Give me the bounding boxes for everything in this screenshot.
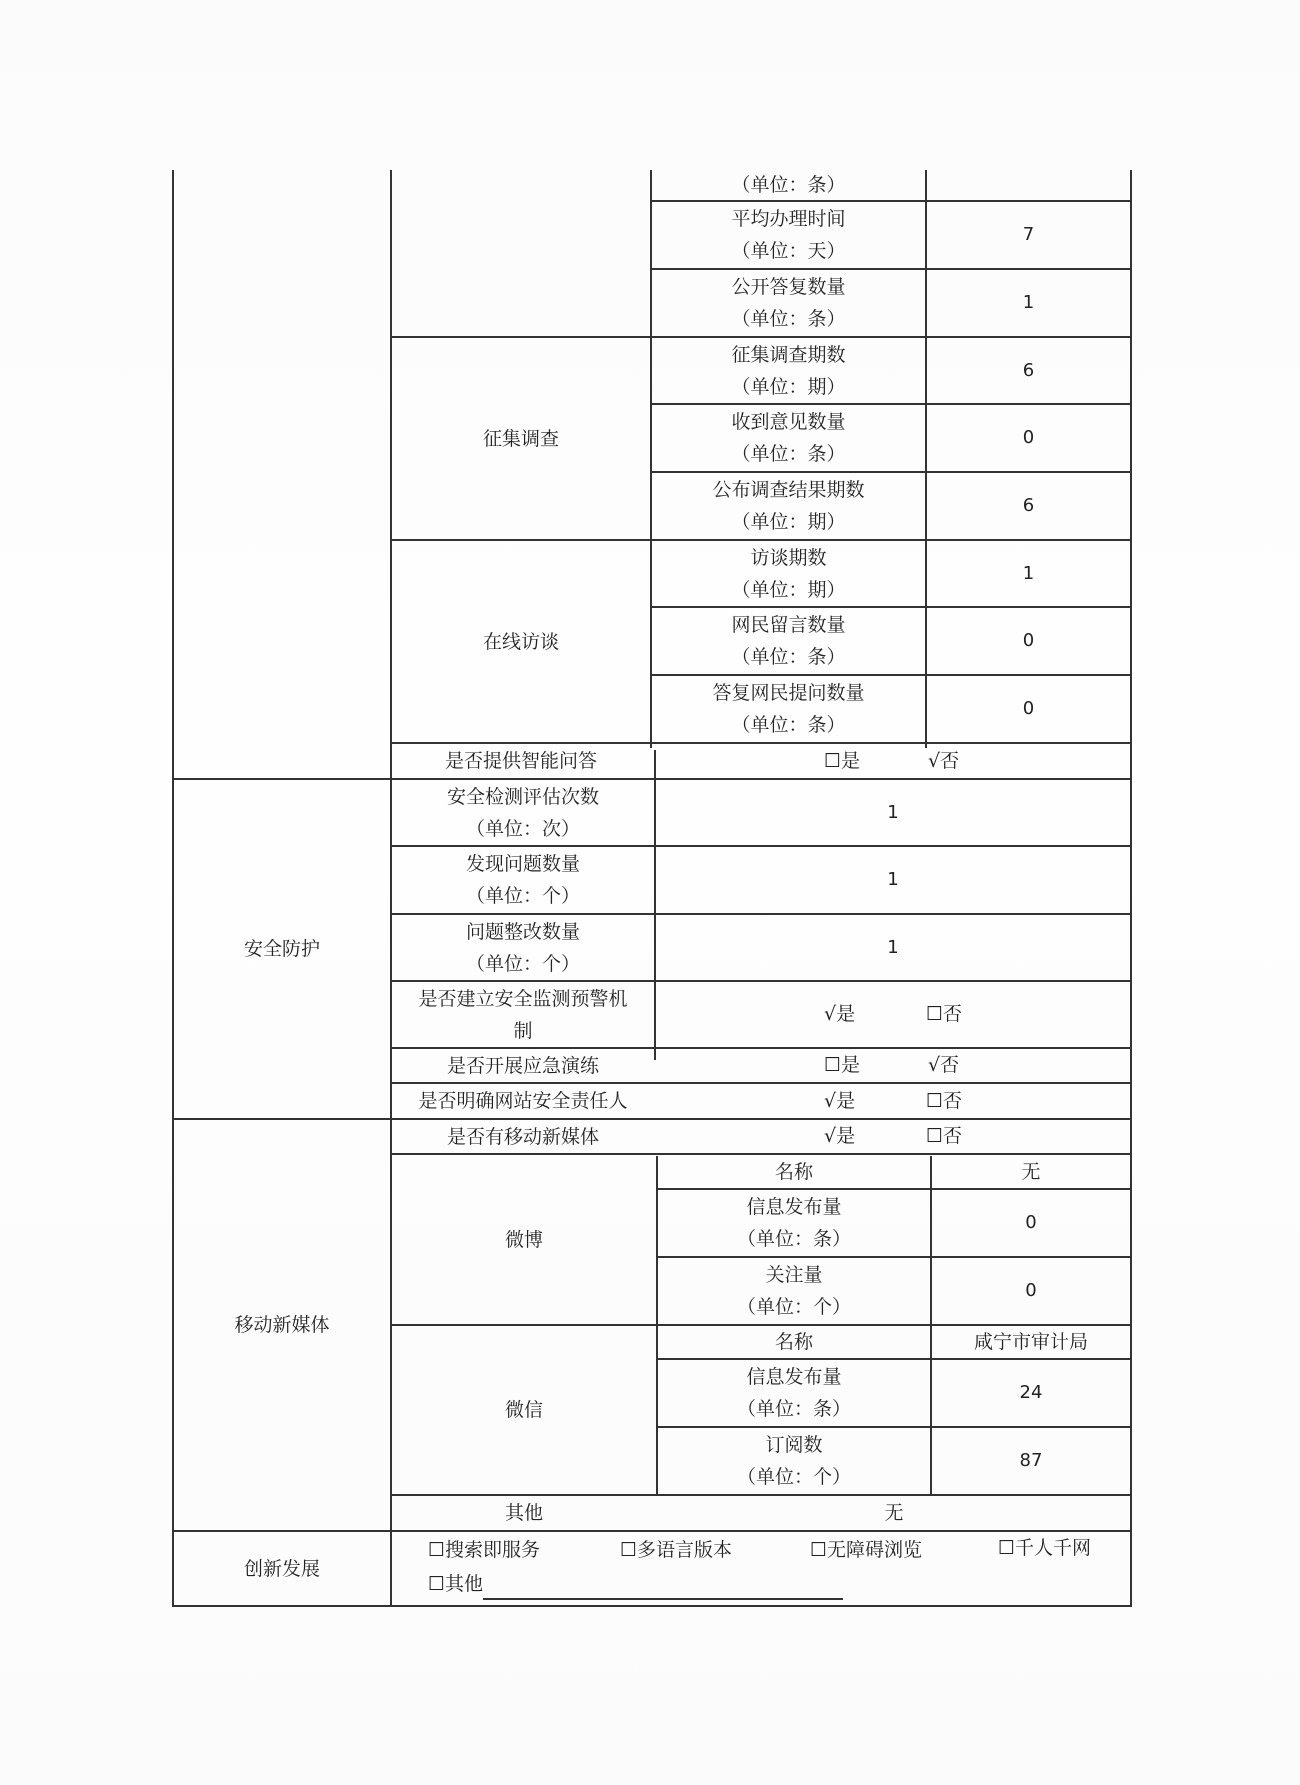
warning-no-checkbox[interactable]: ☐否 [926,1003,963,1025]
survey-row-1-label [652,338,925,403]
unit-text: （单位：期） [731,375,846,398]
innovation-personalized-checkbox[interactable]: ☐千人千网 [998,1537,1092,1559]
value-text: 无 [1021,1160,1041,1183]
security-eval-value [656,780,1130,845]
label-text: 订阅数 [765,1434,823,1456]
value-text: 0 [1025,1280,1037,1301]
public-reply-label [652,270,925,336]
value-text: 1 [1022,562,1035,584]
innovation-search-checkbox[interactable]: ☐搜索即服务 [428,1539,541,1561]
border-right [1130,170,1132,1607]
interview-section-label [392,541,650,742]
interview-row-2-label [652,608,925,674]
survey-row-3-value [927,473,1130,539]
weibo-name-value [932,1155,1130,1188]
label-text: 问题整改数量 [465,920,580,943]
innovation-other-option [428,1568,843,1600]
value-text: 0 [1022,427,1035,448]
unit-text: （单位：条） [736,1228,851,1250]
interview-row-1-value [927,541,1130,606]
security-drill-options [656,1049,1130,1082]
section-text: 微信 [504,1399,543,1421]
label-text: 名称 [774,1160,813,1183]
value-text: 咸宁市审计局 [973,1331,1088,1353]
interview-row-1-label [652,541,925,606]
value-text: 0 [1022,630,1035,651]
survey-row-1-value [927,338,1130,403]
value-text: 1 [887,869,899,890]
weibo-follow-value [932,1258,1130,1324]
label-text: 收到意见数量 [731,411,846,433]
weibo-posts-label [658,1190,930,1256]
survey-section-label [392,338,650,539]
label-text: 是否有移动新媒体 [446,1125,599,1148]
security-responsible-label [392,1084,654,1118]
avg-time-label [652,202,925,268]
section-text: 在线访谈 [482,630,559,653]
innovation-section-label [174,1532,390,1605]
section-text: 移动新媒体 [234,1314,330,1336]
section-text: 创新发展 [243,1557,320,1580]
smart-qa-label [392,744,650,778]
value-text: 6 [1022,495,1035,516]
label-text: 信息发布量 [746,1366,842,1388]
unit-text: （单位：条） [731,714,846,736]
label-text: 是否提供智能问答 [444,750,597,772]
security-issues-value [656,847,1130,913]
value-text: 7 [1022,224,1035,245]
security-section-label [174,780,390,1118]
survey-row-3-label [652,473,925,539]
label-text: 公布调查结果期数 [712,479,865,501]
unit-text: （单位：个） [465,885,580,907]
unit-text: （单位：条） [731,174,846,196]
rule-bottom [172,1605,1132,1607]
label-text: 平均办理时间 [731,208,846,230]
innovation-other-checkbox[interactable]: ☐其他 [428,1573,484,1595]
value-text: 无 [884,1502,904,1524]
mobile-no-checkbox[interactable]: ☐否 [926,1125,963,1147]
interview-row-3-label [652,676,925,742]
wechat-posts-label [658,1360,930,1426]
responsible-no-checkbox[interactable]: ☐否 [926,1090,963,1112]
value-text: 6 [1022,359,1035,381]
value-text: 24 [1019,1382,1043,1403]
innovation-other-blank-field[interactable] [483,1574,843,1600]
mobile-yes-checkbox[interactable]: √是 [824,1125,856,1147]
mobile-has-options [656,1120,1130,1153]
weibo-name-label [658,1155,930,1188]
label-text: 信息发布量 [746,1196,842,1218]
label-text: 安全检测评估次数 [446,785,599,808]
unit-text: （单位：个） [736,1296,851,1318]
unit-text: （单位：期） [731,511,846,533]
label-text: 征集调查期数 [731,343,846,366]
label-text: 答复网民提问数量 [712,682,865,704]
unit-text: （单位：条） [731,646,846,668]
smart-qa-no-checkbox[interactable]: √否 [928,750,960,772]
label-text: 其他 [504,1502,543,1524]
wechat-posts-value [932,1360,1130,1426]
unit-partial [652,170,925,200]
security-issues-label [392,847,654,913]
security-fixed-value [656,915,1130,980]
smart-qa-yes-checkbox[interactable]: ☐是 [824,750,861,772]
label-text: 是否开展应急演练 [446,1054,599,1077]
wechat-name-value [932,1326,1130,1358]
unit-text: （单位：次） [465,817,580,840]
unit-text: （单位：条） [731,308,846,330]
label-text: 名称 [774,1331,813,1353]
value-text: 1 [887,801,899,823]
survey-row-2-label [652,405,925,471]
weibo-follow-label [658,1258,930,1324]
unit-text: （单位：条） [736,1398,851,1420]
wechat-subs-label [658,1428,930,1494]
innovation-accessibility-checkbox[interactable]: ☐无障碍浏览 [810,1539,923,1561]
label-text: 是否建立安全监测预警机 [418,987,628,1010]
public-reply-value [927,270,1130,336]
wechat-label [392,1326,656,1494]
label-text: 是否明确网站安全责任人 [418,1090,628,1112]
label-text: 公开答复数量 [731,276,846,298]
security-eval-label [392,780,654,845]
security-responsible-options [656,1084,1130,1118]
label-text: 访谈期数 [750,546,827,569]
security-drill-label [392,1049,654,1082]
label-text: 发现问题数量 [465,853,580,875]
unit-text: （单位：天） [731,240,846,262]
survey-row-2-value [927,405,1130,471]
value-text: 87 [1019,1450,1043,1471]
weibo-label [392,1155,656,1324]
section-text: 微博 [504,1228,543,1251]
value-text: 1 [887,936,899,958]
value-text: 0 [1022,698,1035,719]
warning-yes-checkbox[interactable]: √是 [824,1003,856,1025]
unit-text: （单位：条） [731,443,846,465]
value-text: 1 [1022,292,1035,313]
innovation-multilang-checkbox[interactable]: ☐多语言版本 [620,1539,733,1561]
section-text: 安全防护 [243,938,320,960]
mobile-section-label [174,1120,390,1530]
label-text: 网民留言数量 [731,614,846,636]
innovation-options [392,1532,1130,1605]
wechat-name-label [658,1326,930,1358]
drill-no-checkbox[interactable]: √否 [928,1054,960,1076]
security-warning-options [656,982,1130,1047]
avg-time-value [927,202,1130,268]
mobile-other-value [658,1496,1130,1530]
mobile-has-label [392,1120,654,1153]
unit-text: （单位：个） [736,1466,851,1488]
unit-text: （单位：期） [731,578,846,601]
wechat-subs-value [932,1428,1130,1494]
unit-text: （单位：个） [465,952,580,975]
drill-yes-checkbox[interactable]: ☐是 [824,1054,861,1076]
label-text: 关注量 [765,1264,823,1286]
weibo-posts-value [932,1190,1130,1256]
value-text: 0 [1025,1212,1037,1233]
responsible-yes-checkbox[interactable]: √是 [824,1090,856,1112]
mobile-other-label [392,1496,656,1530]
section-text: 征集调查 [482,427,559,450]
interview-row-3-value [927,676,1130,742]
label-text-cont: 制 [513,1019,533,1042]
smart-qa-options [652,744,1130,778]
interview-row-2-value [927,608,1130,674]
security-warning-label [392,982,654,1047]
security-fixed-label [392,915,654,980]
